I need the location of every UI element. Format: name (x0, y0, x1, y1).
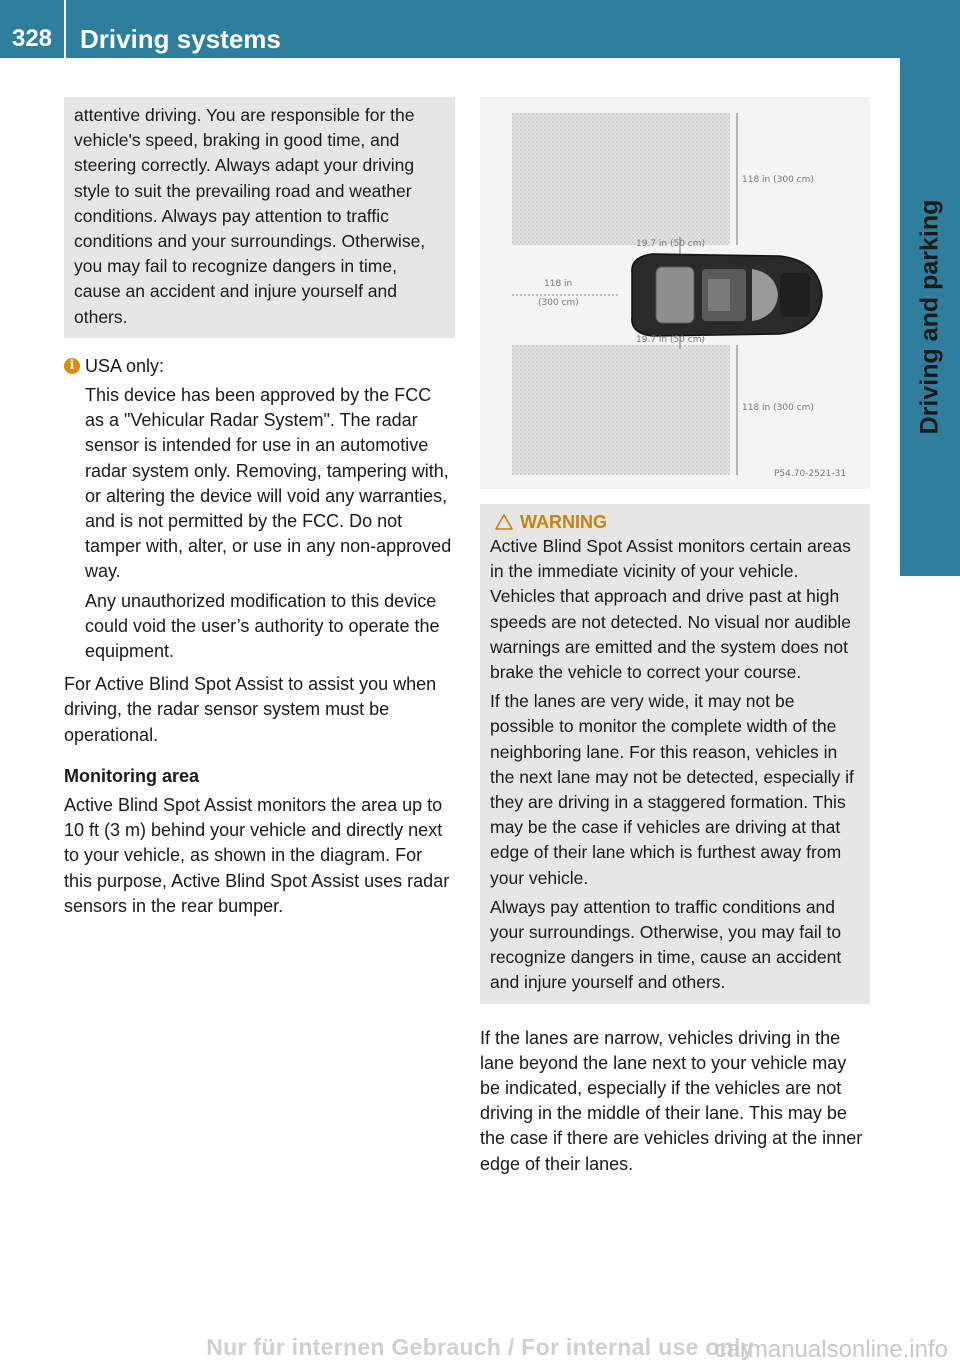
info-title: USA only: (85, 355, 165, 376)
label-rear-line-1: 118 in (544, 279, 573, 289)
paragraph-narrow-lanes: If the lanes are narrow, vehicles driving in the lane beyond the lane next to your vehicle may be indicated, especially if the vehicles are not driving in the middle of their lane. This may be the case if there are vehicles driving at the inner edge of their lanes. (480, 1027, 863, 1174)
diagram-graphic (480, 97, 870, 489)
footer-site: carmanualsonline.info (714, 1336, 948, 1362)
right-column (480, 97, 870, 1177)
warning-box (480, 504, 870, 1004)
warning-header (495, 510, 860, 534)
paragraph-operational: For Active Blind Spot Assist to assist you when driving, the radar sensor system must be operational. (64, 674, 437, 745)
figure-id: P54.70-2521-31 (774, 469, 847, 479)
car-top-view (632, 254, 822, 336)
paragraph-monitoring-area: Active Blind Spot Assist monitors the area up to 10 ft (3 m) behind your vehicle and directly next to your vehicle, as shown in the diagram. For this purpose, Active Blind Spot Assist uses radar sensors in the rear bumper. (64, 795, 450, 916)
lower-monitoring-zone (512, 345, 730, 475)
info-icon: i (64, 358, 80, 374)
warning-paragraph-3: Always pay attention to traffic conditions and your surroundings. Otherwise, you may fail to recognize dangers in time, cause an accident and injure yourself and others. (490, 896, 842, 993)
heading-monitoring-area: Monitoring area (64, 765, 200, 786)
side-tab-label (900, 58, 960, 576)
info-paragraph-2: Any unauthorized modification to this device could void the user’s authority to operate the equipment. (85, 590, 440, 662)
info-block (64, 354, 455, 664)
safety-note-box (64, 97, 455, 338)
warning-triangle-icon (495, 514, 513, 530)
label-gap-bottom: 19.7 in (50 cm) (636, 335, 706, 345)
warning-title: WARNING (520, 512, 607, 532)
left-column (64, 97, 455, 919)
label-bottom-width: 118 in (300 cm) (742, 403, 814, 413)
warning-paragraph-2: If the lanes are very wide, it may not be possible to monitor the complete width of the neighboring lane. For this reason, vehicles in the next lane may not be detected, especially if they are driving in a staggered formation. This may be the case if vehicles are driving at that edge of their lane which is furthest away from your vehicle. (490, 691, 854, 888)
upper-monitoring-zone (512, 113, 730, 245)
header-divider (64, 0, 66, 58)
label-top-width: 118 in (300 cm) (742, 175, 814, 185)
footer-watermark: Nur für internen Gebrauch / For internal use only (206, 1334, 754, 1360)
warning-paragraph-1: Active Blind Spot Assist monitors certain areas in the immediate vicinity of your vehicle. Vehicles that approach and drive past at high speeds are not detected. No visual nor audible warnings are emitted and the system does not brake the vehicle to correct your course. (490, 536, 851, 683)
section-title: Driving systems (80, 24, 281, 54)
label-gap-top: 19.7 in (50 cm) (636, 239, 706, 249)
label-rear-line-2: (300 cm) (538, 298, 579, 308)
info-paragraph-1: This device has been approved by the FCC as a "Vehicular Radar System". The radar sensor is intended for use in an automotive radar system only. Removing, tampering with, or altering the device will void any warranties, and is not permitted by the FCC. Do not tamper with, alter, or use in any non-approved way. (85, 385, 452, 582)
safety-note-text: attentive driving. You are responsible for the vehicle's speed, braking in good time, and steering correctly. Always adapt your driving style to suit the prevailing road and weather conditions. Always pay attention to traffic conditions and your surroundings. Otherwise, you may fail to recognize dangers in time, cause an accident and injure yourself and others. (74, 105, 426, 327)
monitoring-area-diagram (480, 97, 870, 489)
page-number: 328 (11, 25, 53, 52)
side-tab-text: Driving and parking (915, 199, 944, 435)
